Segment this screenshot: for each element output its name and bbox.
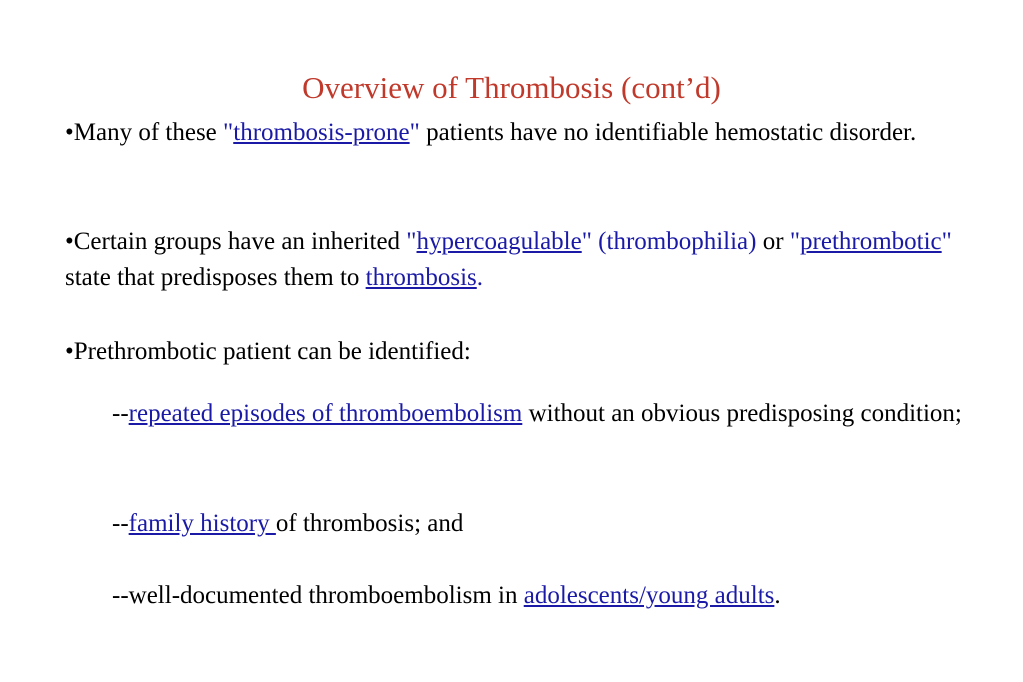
quote-open: " [406, 228, 417, 255]
sub-item-repeated-episodes [112, 396, 962, 432]
period: . [476, 264, 484, 291]
quote-close: " [941, 228, 952, 255]
sub-item-suffix: of thrombosis; and [275, 510, 464, 537]
period: . [774, 582, 781, 609]
bullet-thrombosis-prone [65, 115, 965, 151]
slide-title: Overview of Thrombosis (cont’d) [302, 70, 721, 105]
bullet-text: •Certain groups have an inherited [65, 228, 407, 255]
link-prethrombotic[interactable]: prethrombotic [800, 228, 942, 255]
sub-item-suffix: without an obvious predisposing condition; [522, 400, 962, 427]
bullet-text-suffix: patients have no identifiable hemostatic disorder. [419, 119, 917, 146]
sub-item-family-history [112, 506, 962, 542]
quote-open: " [789, 228, 801, 255]
sub-item-text: --well-documented thromboembolism in [112, 582, 524, 609]
bullet-inherited-groups [65, 224, 965, 296]
bullet-prethrombotic-identified: •Prethrombotic patient can be identified: [65, 338, 471, 365]
link-hypercoagulable[interactable]: hypercoagulable [416, 228, 582, 255]
link-adolescents-young-adults[interactable]: adolescents/young adults [523, 582, 775, 609]
link-family-history[interactable]: family history [128, 510, 276, 537]
quote-close: " [409, 119, 420, 146]
sub-item-dash: -- [112, 400, 129, 427]
link-thrombosis[interactable]: thrombosis [365, 264, 477, 291]
thrombophilia-label: " (thrombophilia) [581, 228, 757, 255]
quote-open: " [223, 119, 234, 146]
bullet-text-middle: state that predisposes them to [65, 264, 366, 291]
bullet-text-or: or [756, 228, 790, 255]
link-repeated-episodes[interactable]: repeated episodes of thromboembolism [128, 400, 523, 427]
sub-item-dash: -- [112, 510, 129, 537]
link-thrombosis-prone[interactable]: thrombosis-prone [233, 119, 410, 146]
bullet-text: •Many of these [65, 119, 224, 146]
sub-item-well-documented [112, 578, 962, 614]
